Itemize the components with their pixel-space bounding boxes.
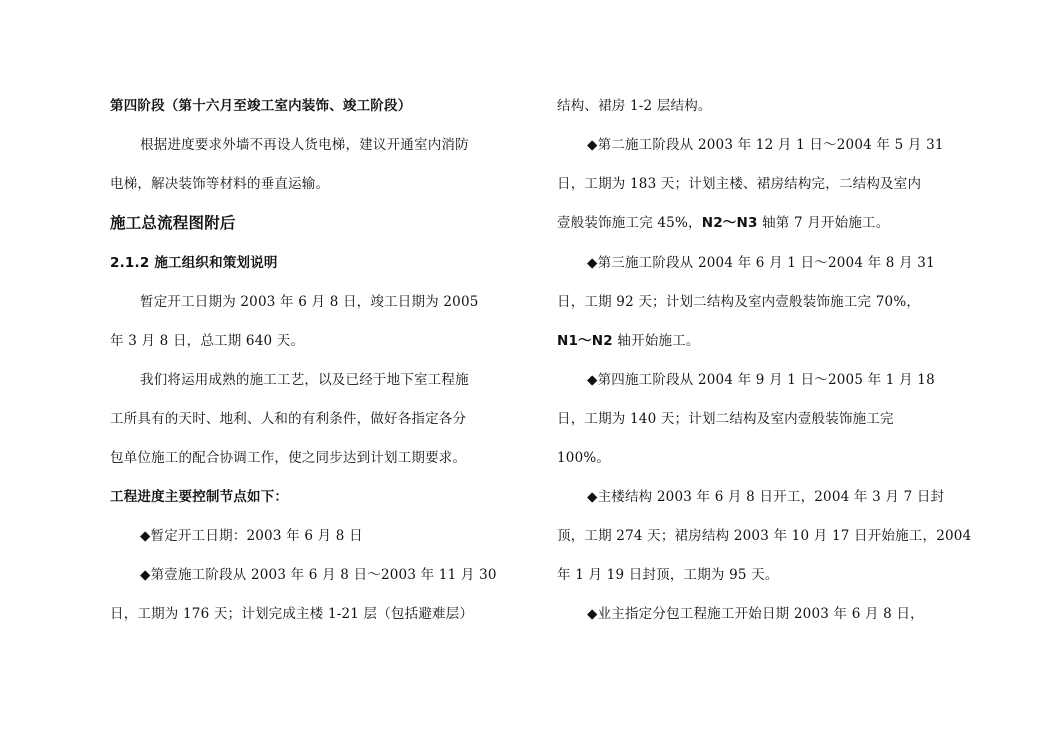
paragraph-line: 结构、裙房 1-2 层结构。: [557, 98, 712, 114]
paragraph-line: 年 1 月 19 日封顶，工期为 95 天。: [557, 567, 779, 583]
paragraph-line: 工所具有的天时、地利、人和的有利条件，做好各指定各分: [110, 411, 467, 427]
paragraph-line: 日，工期为 140 天；计划二结构及室内壹般装饰施工完: [557, 411, 894, 427]
bullet-item: ◆第四施工阶段从 2004 年 9 月 1 日～2005 年 1 月 18: [587, 372, 935, 388]
text-run: 轴第 7 月开始施工。: [757, 215, 890, 231]
paragraph-line: 日，工期 92 天；计划二结构及室内壹般装饰施工完 70%，: [557, 294, 921, 310]
paragraph-line: 顶，工期 274 天；裙房结构 2003 年 10 月 17 日开始施工，2004: [557, 528, 972, 544]
control-points-heading: 工程进度主要控制节点如下：: [110, 489, 289, 505]
paragraph-line: 日，工期为 176 天；计划完成主楼 1-21 层（包括避难层）: [110, 606, 474, 622]
paragraph-line: [557, 214, 889, 232]
paragraph-line: 电梯，解决装饰等材料的垂直运输。: [110, 176, 330, 192]
axis-label: N1～N2: [557, 333, 613, 349]
bullet-item: ◆第壹施工阶段从 2003 年 6 月 8 日～2003 年 11 月 30: [140, 567, 497, 583]
paragraph-line: 日，工期为 183 天；计划主楼、裙房结构完，二结构及室内: [557, 176, 922, 192]
flowchart-heading: 施工总流程图附后: [110, 214, 236, 232]
bullet-item: ◆第三施工阶段从 2004 年 6 月 1 日～2004 年 8 月 31: [587, 255, 935, 271]
section-heading: 2.1.2 施工组织和策划说明: [110, 255, 278, 271]
axis-label: N2～N3: [701, 215, 758, 231]
paragraph-line: 包单位施工的配合协调工作，使之同步达到计划工期要求。: [110, 450, 467, 466]
paragraph-line: 暂定开工日期为 2003 年 6 月 8 日，竣工日期为 2005: [140, 294, 479, 310]
paragraph-line: 根据进度要求外墙不再设人货电梯，建议开通室内消防: [140, 137, 469, 153]
paragraph-line: 年 3 月 8 日，总工期 640 天。: [110, 333, 305, 349]
paragraph-line: 100%。: [557, 450, 611, 466]
bullet-item: ◆第二施工阶段从 2003 年 12 月 1 日～2004 年 5 月 31: [587, 137, 944, 153]
bullet-item: ◆暂定开工日期：2003 年 6 月 8 日: [140, 528, 363, 544]
text-run: 轴开始施工。: [612, 333, 700, 349]
text-run: 壹般装饰施工完 45%，: [557, 215, 702, 231]
stage4-heading: 第四阶段（第十六月至竣工室内装饰、竣工阶段）: [110, 98, 412, 114]
bullet-item: ◆主楼结构 2003 年 6 月 8 日开工，2004 年 3 月 7 日封: [587, 489, 945, 505]
paragraph-line: 我们将运用成熟的施工工艺，以及已经于地下室工程施: [140, 372, 469, 388]
paragraph-line: [557, 332, 700, 350]
bullet-item: ◆业主指定分包工程施工开始日期 2003 年 6 月 8 日，: [587, 606, 924, 622]
